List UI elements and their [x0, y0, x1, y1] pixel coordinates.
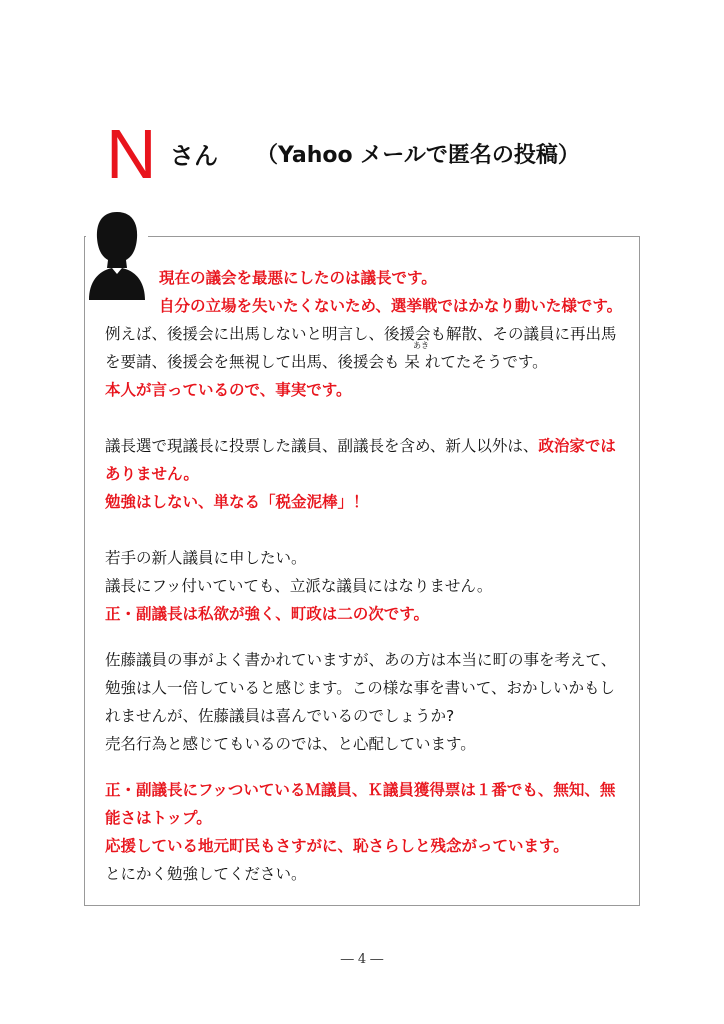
post-line: 本人が言っているので、事実です。	[105, 381, 352, 399]
post-line: 売名行為と感じてもいるのでは、と心配しています。	[105, 735, 476, 753]
heading-subtitle: （Yahoo メールで匿名の投稿）	[256, 143, 580, 168]
post-line: ありません。	[105, 465, 199, 483]
post-box	[84, 236, 640, 906]
post-line: 応援している地元町民もさすがに、恥さらしと残念がっています。	[105, 837, 569, 855]
post-line: 勉強はしない、単なる「税金泥棒」！	[105, 493, 369, 511]
post-line: とにかく勉強してください。	[105, 865, 307, 883]
post-line: 議長にフッ付いていても、立派な議員にはなりません。	[105, 577, 493, 595]
post-line: 勉強は人一倍していると感じます。この様な事を書いて、おかしいかもし	[105, 679, 615, 697]
post-line: 現在の議会を最悪にしたのは議長です。	[159, 269, 437, 287]
post-line-highlight: 政治家では	[538, 437, 616, 455]
post-line: 正・副議長にフッついているＭ議員、Ｋ議員獲得票は１番でも、無知、無	[105, 781, 616, 799]
post-line-text: 議長選で現議長に投票した議員、副議長を含め、新人以外は、	[105, 437, 539, 455]
heading-honorific: さん	[170, 142, 218, 170]
heading-initial: N	[106, 115, 157, 193]
ruby-annotation: あき	[413, 341, 429, 350]
post-line: 佐藤議員の事がよく書かれていますが、あの方は本当に町の事を考えて、	[105, 651, 617, 669]
page-number: ― 4 ―	[340, 952, 384, 967]
post-body	[85, 237, 639, 905]
post-line: を要請、後援会を無視して出馬、後援会も 呆 れてたそうです。	[105, 353, 548, 371]
post-line: 正・副議長は私欲が強く、町政は二の次です。	[105, 605, 429, 623]
post-line: 若手の新人議員に申したい。	[105, 549, 307, 567]
post-line: 能さはトップ。	[105, 809, 212, 827]
person-silhouette-icon	[86, 208, 148, 300]
post-line	[105, 433, 625, 459]
post-line: れませんが、佐藤議員は喜んでいるのでしょうか?	[105, 707, 455, 725]
post-line: 例えば、後援会に出馬しないと明言し、後援会も解散、その議員に再出馬	[105, 325, 617, 343]
page-heading	[88, 110, 648, 200]
post-line: 自分の立場を失いたくないため、選挙戦ではかなり動いた様です。	[159, 297, 623, 315]
